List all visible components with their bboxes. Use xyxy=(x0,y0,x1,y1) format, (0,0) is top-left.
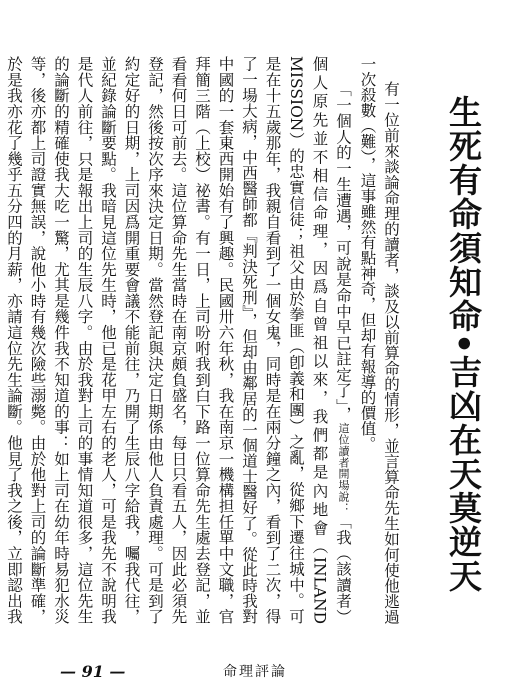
quote-body: 「我（該讀者）個人原先並不相信命理，因爲自曾祖以來，我們都是內地會（INLAND MISSION）的忠實信徒；祖父由於拳匪（卽義和團）之亂，從鄉下遷往城中。可是在十五歲那年，我親自看到了一個女鬼，同時是在兩分鐘之內，看到了二次，得了一場大病，中西醫師都『判決死刑』，但却由鄰居的一個道士醫好了。從此時我對中國的一套東西開始有了興趣。民國卅六年秋，我在南京一機構担任單中文職，官拜簡三階（上校）祕書。有一日，上司吩咐我到白下路一位算命先生處去登記，並看看何日可前去。這位算命先生當時在南京頗負盛名，每日只看五人，因此必須先登記，然後按次序來決定日期。當然登記與決定日期係由他人負責處理。可是到了約定好的日期，上司因爲開重要會議不能前往，乃開了生辰八字給我，囑我代往，並紀錄論斷要點。我暗見這位先生時，他已是花甲左右的老人，可是我先不說明我是代人前往，只是報出上司的生辰八字。由於我對上司的事情知道很多，這位先生的論斷的精確使我大吃一驚，尤其是幾件我不知道的事：如上司在幼年時易犯水災等，後亦都上司證實無誤，說他小時有幾次險些溺斃。由於他對上司的論斷準確，於是我亦花了幾乎五分四的月薪，亦請這位先生論斷。他見了我之後，立即認出我 xyxy=(5,56,352,625)
title-separator-dot: • xyxy=(444,333,483,356)
journal-name: 命理評論 xyxy=(223,664,287,680)
article-body xyxy=(5,56,402,625)
article-title xyxy=(438,95,488,655)
page-number: — 91 — xyxy=(60,662,126,681)
quote-opening: 「一個人的一生遭遇，可說是命中早已註定了」， xyxy=(334,80,352,423)
speaker-attribution: 這位讀者開場說： xyxy=(337,422,350,514)
paragraph-1: 有一位前來談論命理的讀者，談及以前算命的情形，並言算命先生如何使他逃過一次殺數（難），這事雖然有點神奇，但却有報導的價值。 xyxy=(358,56,400,624)
title-part-2: 吉凶在天莫逆天 xyxy=(444,355,483,594)
title-part-1: 生死有命須知命 xyxy=(444,95,483,333)
paragraph-2 xyxy=(0,56,355,624)
page-footer xyxy=(0,653,510,681)
